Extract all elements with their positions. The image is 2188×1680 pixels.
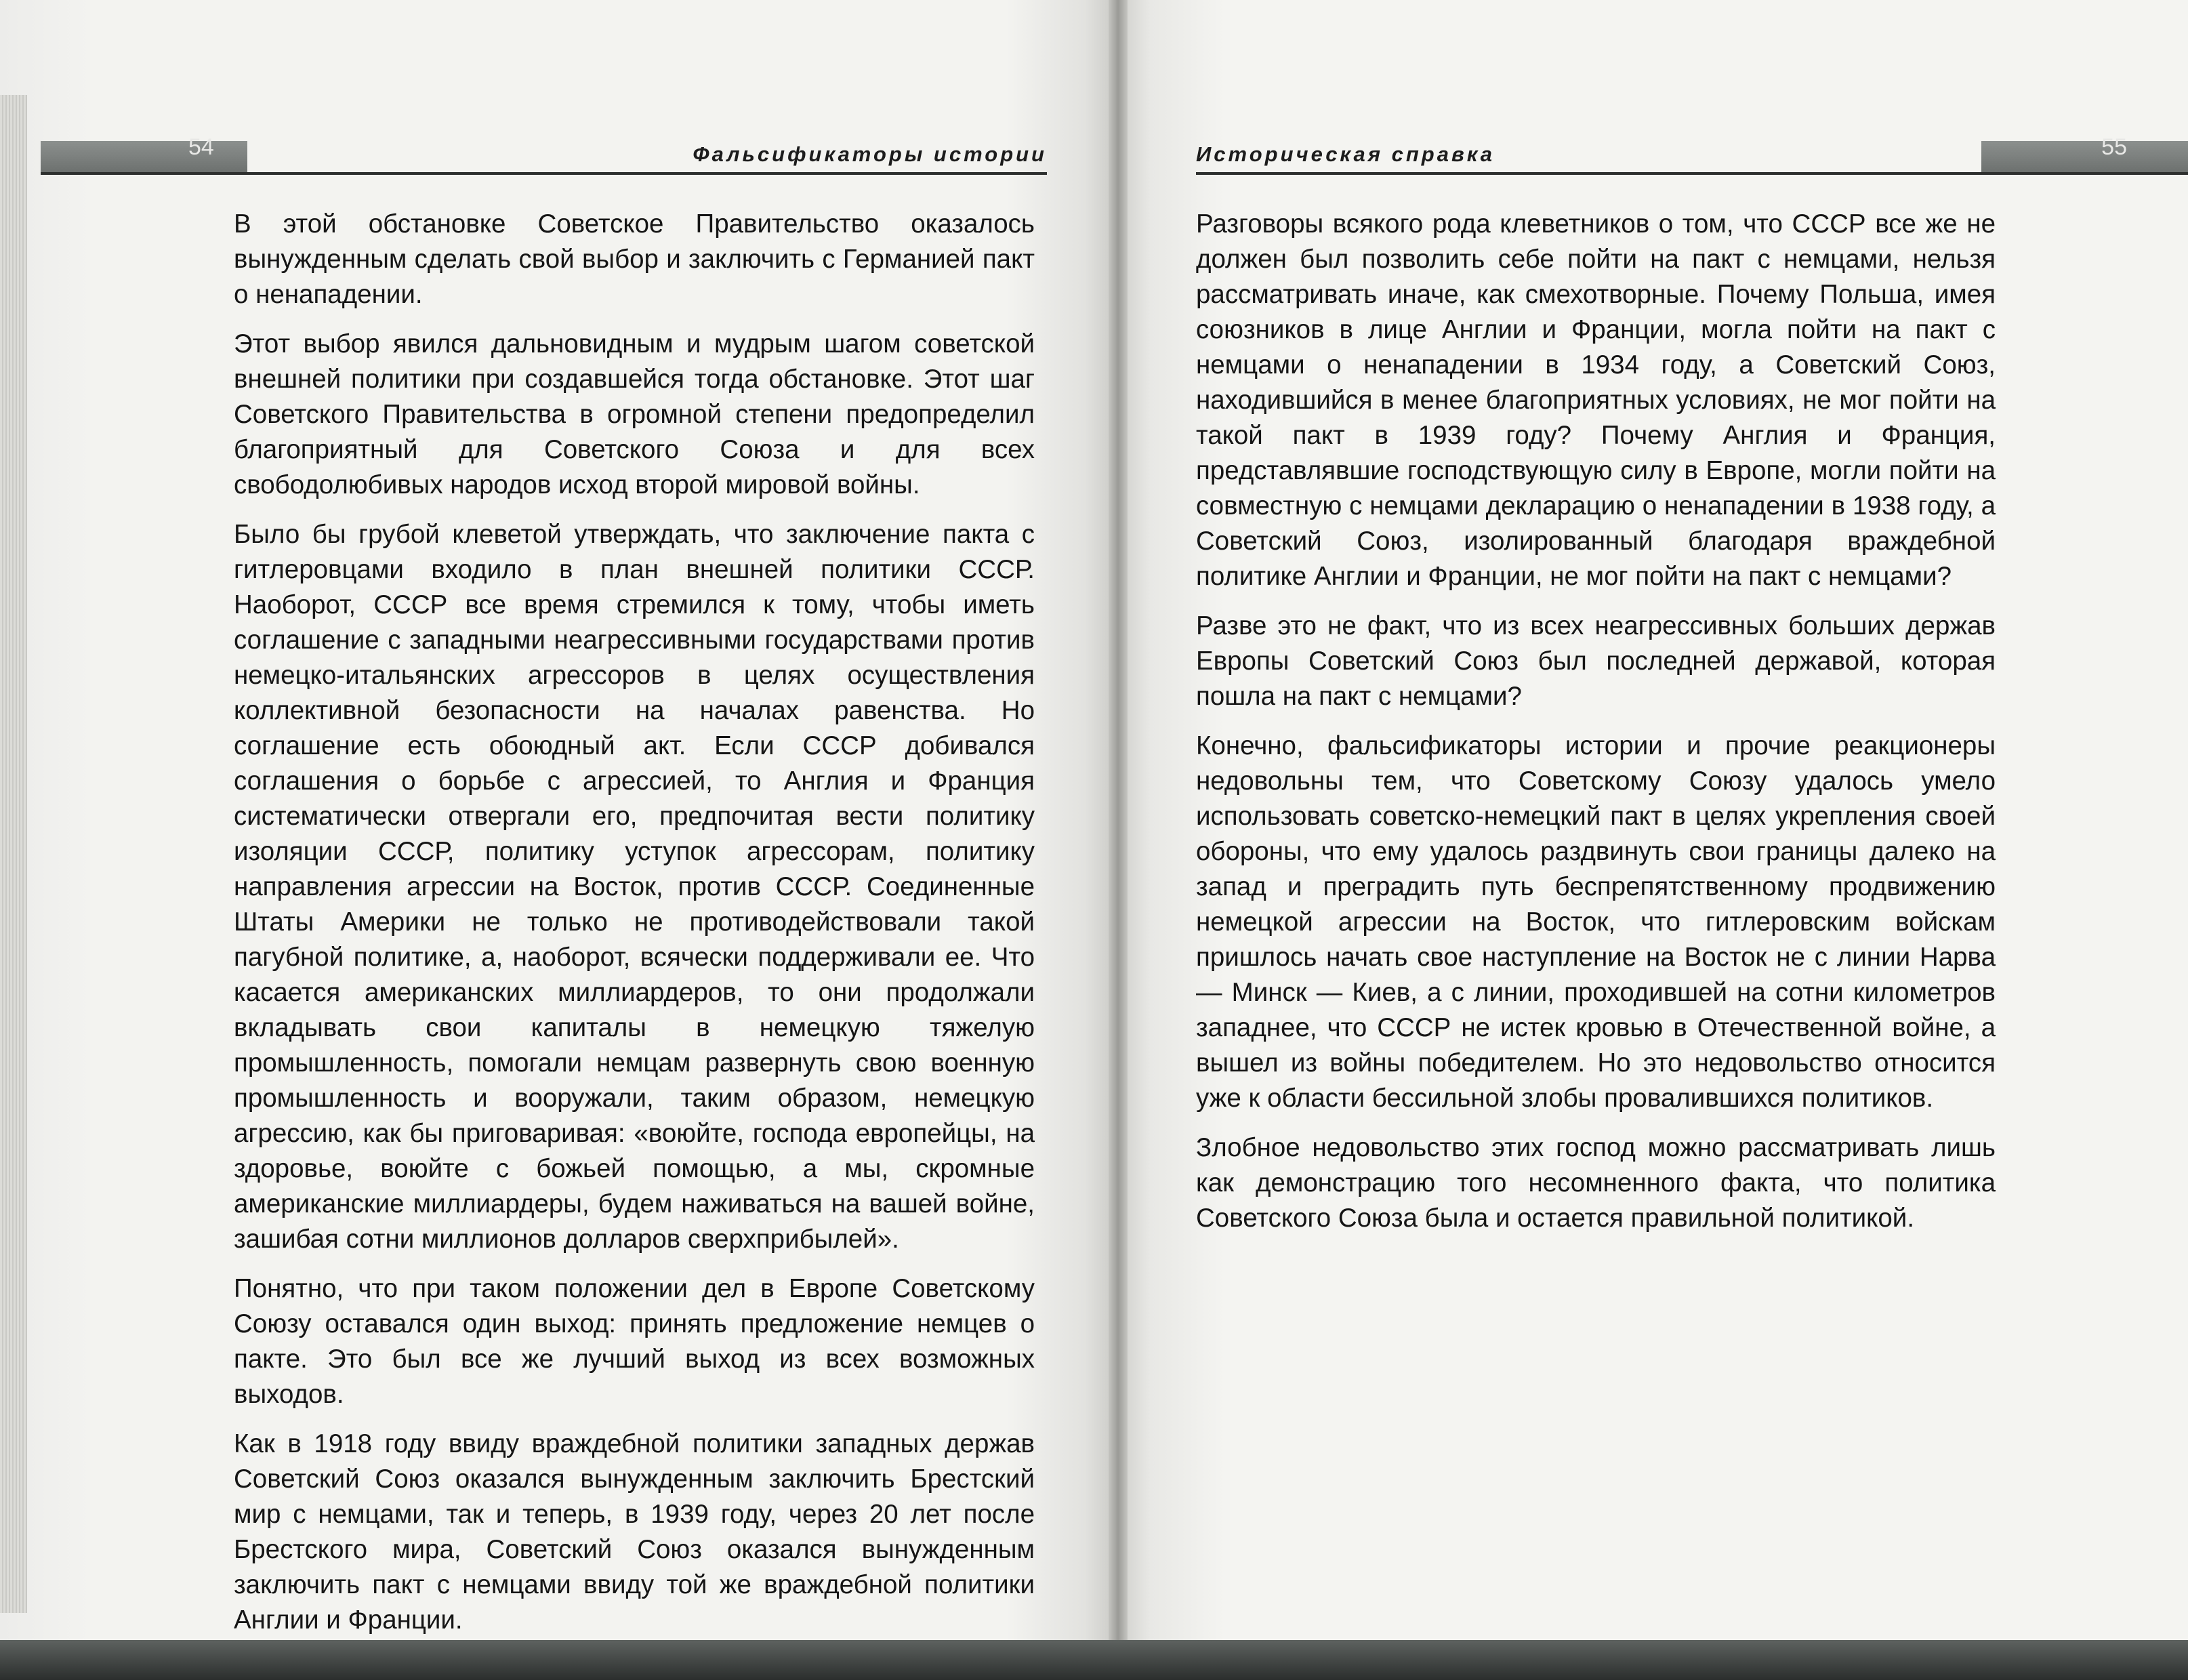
left-page-header xyxy=(0,133,1047,176)
paragraph: В этой обстановке Советское Правительство оказалось вынужденным сделать свой выбор и заключить с Германией пакт о ненападении. xyxy=(234,209,1035,309)
page-number: 55 xyxy=(2101,134,2127,160)
left-page-body xyxy=(234,207,1035,1640)
page-number-band xyxy=(1981,141,2188,172)
paragraph: Было бы грубой клеветой утверждать, что заключение пакта с гитлеровцами входило в план внешней политики СССР. Наоборот, СССР все время стремился к тому, чтобы иметь соглашение с западными неагрессивными государствами против немецко-итальянских агрессоров в целях осуществления коллективной безопасности на началах равенства. Но соглашение есть обоюдный акт. Если СССР добивался соглашения о борьбе с агрессией, то Англия и Франция систематически отвергали его, предпочитая вести политику изоляции СССР, политику уступок агрессорам, политику направления агрессии на Восток, против СССР. Соединенные Штаты Америки не только не противодействовали такой пагубной политике, а, наоборот, всячески поддерживали ее. Что касается американских миллиардеров, то они продолжали вкладывать свои капиталы в немецкую тяжелую промышленность, помогали немцам развернуть свою военную промышленность и вооружали, таким образом, немецкую агрессию, как бы приговаривая: «воюйте, господа европейцы, на здоровье, воюйте с божьей помощью, а мы, скромные американские миллиардеры, будем наживаться на вашей войне, зашибая сотни миллионов долларов сверхприбылей». xyxy=(234,520,1035,1254)
page-number-band xyxy=(41,141,247,172)
header-rule xyxy=(1196,172,2188,175)
paragraph: Разве это не факт, что из всех неагрессивных больших держав Европы Советский Союз был последней державой, которая пошла на пакт с немцами? xyxy=(1196,611,1996,711)
paragraph: Конечно, фальсификаторы истории и прочие реакционеры недовольны тем, что Советскому Союзу удалось умело использовать советско-немецкий пакт в целях укрепления своей обороны, что ему удалось раздвинуть свои границы далеко на запад и преградить путь беспрепятственному продвижению немецкой агрессии на Восток, что гитлеровским войскам пришлось начать свое наступление на Восток не с линии Нарва — Минск — Киев, а с линии, проходившей на сотни километров западнее, что СССР не истек кровью в Отечественной войне, а вышел из войны победителем. Но это недовольство относится уже к области бессильной злобы провалившихся политиков. xyxy=(1196,731,1996,1113)
right-page xyxy=(1118,0,2188,1640)
right-page-body xyxy=(1196,207,1996,1250)
left-page xyxy=(0,0,1118,1640)
running-title: Фальсификаторы истории xyxy=(693,142,1047,166)
paragraph: Этот выбор явился дальновидным и мудрым шагом советской внешней политики при создавшейся тогда обстановке. Этот шаг Советского Правительства в огромной степени предопределил благоприятный для Советского Союза и для всех свободолюбивых народов исход второй мировой войны. xyxy=(234,329,1035,499)
paragraph: Разговоры всякого рода клеветников о том, что СССР все же не должен был позволить себе пойти на пакт с немцами, нельзя рассматривать иначе, как смехотворные. Почему Польша, имея союзников в лице Англии и Франции, могла пойти на пакт с немцами о ненападении в 1934 году, а Советский Союз, находившийся в менее благоприятных условиях, не мог пойти на такой пакт в 1939 году? Почему Англия и Франция, представлявшие господствующую силу в Европе, могли пойти на совместную с немцами декларацию о ненападении в 1938 году, а Советский Союз, изолированный благодаря враждебной политике Англии и Франции, не мог пойти на пакт с немцами? xyxy=(1196,209,1996,591)
paragraph: Злобное недовольство этих господ можно рассматривать лишь как демонстрацию того несомненного факта, что политика Советского Союза была и остается правильной политикой. xyxy=(1196,1133,1996,1233)
paragraph: Понятно, что при таком положении дел в Европе Советскому Союзу оставался один выход: принять предложение немцев о пакте. Это был все же лучший выход из всех возможных выходов. xyxy=(234,1274,1035,1409)
paragraph: Как в 1918 году ввиду враждебной политики западных держав Советский Союз оказался вынужденным заключить Брестский мир с немцами, так и теперь, в 1939 году, через 20 лет после Брестского мира, Советский Союз оказался вынужденным заключить пакт с немцами ввиду той же враждебной политики Англии и Франции. xyxy=(234,1429,1035,1635)
header-rule xyxy=(41,172,1047,175)
running-title: Историческая справка xyxy=(1196,142,1495,166)
page-number: 54 xyxy=(188,134,214,160)
book-gutter xyxy=(1109,0,1128,1640)
right-page-header xyxy=(1196,133,2188,176)
page-edges xyxy=(0,95,27,1613)
